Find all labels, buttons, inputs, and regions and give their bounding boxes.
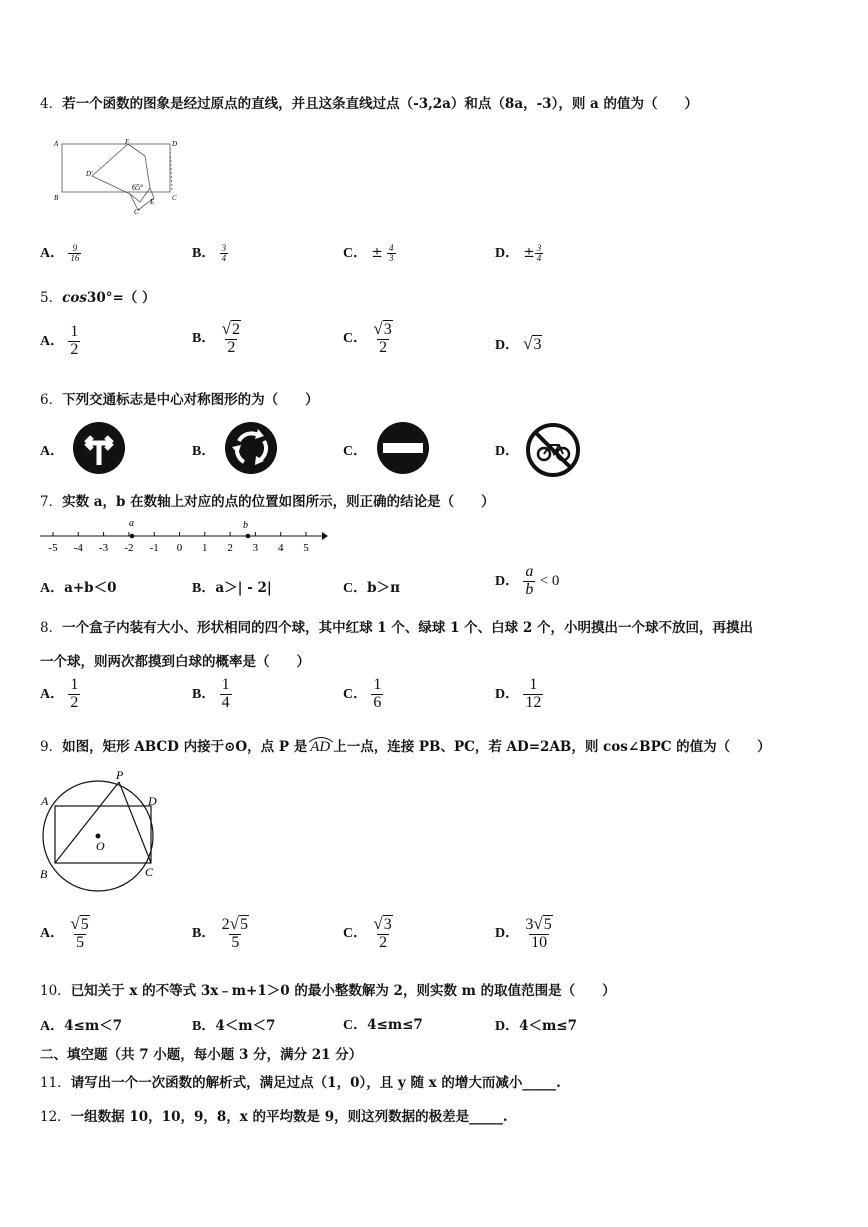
tick-label: -4 xyxy=(73,542,83,554)
question-end: . xyxy=(502,1109,508,1125)
question-text: 上一点，连接 PB、PC，若 AD=2AB，则 cos∠BPC 的值为（ ） xyxy=(333,739,771,755)
q8-option-b[interactable] xyxy=(192,677,232,712)
numerator: 1 xyxy=(529,676,538,693)
question-number: 11． xyxy=(40,1075,71,1091)
option-text: b＞π xyxy=(367,580,400,596)
tick-label: -3 xyxy=(99,542,109,554)
option-letter: A． xyxy=(40,444,65,459)
label-E: E xyxy=(150,198,155,206)
q8-option-c[interactable] xyxy=(343,677,383,712)
option-text: a＞| - 2| xyxy=(215,580,272,596)
q6-option-a[interactable] xyxy=(40,440,64,460)
denominator: b xyxy=(525,580,534,598)
coefficient: 3 xyxy=(525,916,534,933)
denominator: 6 xyxy=(373,693,382,711)
q5-option-c[interactable] xyxy=(343,320,395,357)
turn-left-right-sign-icon xyxy=(72,421,126,475)
label-C-prime: C' xyxy=(134,208,141,216)
label-P: P xyxy=(116,768,124,782)
denominator: 4 xyxy=(536,253,542,263)
label-D-prime: D' xyxy=(86,170,93,178)
question-number: 4． xyxy=(40,96,63,112)
q7-option-d[interactable] xyxy=(495,564,559,599)
q6-option-c[interactable] xyxy=(343,440,367,460)
option-letter: A． xyxy=(40,581,65,596)
tick-label: -5 xyxy=(48,542,58,554)
q4-option-a[interactable] xyxy=(40,242,81,263)
numerator: 3 xyxy=(536,242,542,253)
option-letter: C． xyxy=(343,330,368,346)
option-letter: A． xyxy=(40,925,65,941)
option-letter: C． xyxy=(343,925,368,941)
radicand: 2 xyxy=(231,321,240,338)
option-letter: D． xyxy=(495,338,520,353)
answer-blank[interactable]: _____ xyxy=(522,1075,557,1091)
tick-label: 1 xyxy=(202,542,208,554)
q7-option-a[interactable] xyxy=(40,576,117,597)
option-letter: D． xyxy=(495,246,520,261)
option-letter: C． xyxy=(343,686,368,702)
number-line-figure xyxy=(38,516,328,556)
question-text: 30°=（ ） xyxy=(86,290,156,306)
label-A: A xyxy=(41,794,49,808)
denominator: 2 xyxy=(70,693,79,711)
option-text: 4≤m＜7 xyxy=(64,1018,123,1034)
radical-sign: √ xyxy=(221,319,231,338)
question-7 xyxy=(40,490,495,510)
numerator: 1 xyxy=(70,323,79,340)
tick-label: 0 xyxy=(176,542,183,554)
option-letter: C． xyxy=(343,246,368,261)
plus-minus: ± xyxy=(523,245,535,261)
option-letter: D． xyxy=(495,925,520,941)
q9-option-c[interactable]: C． $\frac{√3}{2}$ xyxy=(343,914,392,951)
option-text: 4＜m≤7 xyxy=(519,1018,578,1034)
q10-option-d[interactable] xyxy=(495,1014,577,1035)
cos-label: cos xyxy=(62,290,87,306)
tick-label: -2 xyxy=(124,542,134,554)
question-8-line1 xyxy=(40,616,753,636)
numerator: 1 xyxy=(221,676,230,693)
numerator: a xyxy=(525,563,534,580)
radicand: 5 xyxy=(239,916,248,933)
option-letter: D． xyxy=(495,686,520,702)
option-letter: A． xyxy=(40,246,65,261)
question-text: 已知关于 x 的不等式 3x﹣m+1＞0 的最小整数解为 2，则实数 m 的取值范围是（ ） xyxy=(70,983,616,999)
q5-option-a[interactable] xyxy=(40,324,80,359)
option-letter: A． xyxy=(40,333,65,349)
q9-option-b[interactable]: B． $\frac{2√5}{5}$ xyxy=(192,914,248,951)
label-A: A xyxy=(54,140,59,148)
question-text: 下列交通标志是中心对称图形的为（ ） xyxy=(62,392,319,408)
question-4 xyxy=(40,92,698,112)
point-a xyxy=(130,534,135,539)
question-number: 6． xyxy=(40,392,63,408)
folded-rectangle-figure xyxy=(50,136,185,216)
roundabout-sign-icon xyxy=(224,421,278,475)
question-text: 若一个函数的图象是经过原点的直线，并且这条直线过点（-3,2a）和点（8a，-3），则 a 的值为（ ） xyxy=(62,96,698,112)
option-letter: C． xyxy=(343,581,368,596)
denominator: 4 xyxy=(221,693,230,711)
label-D: D xyxy=(172,140,178,148)
q4-option-d[interactable] xyxy=(495,242,543,263)
q7-option-c[interactable] xyxy=(343,576,400,597)
tick-label: 4 xyxy=(277,542,284,554)
option-letter: B． xyxy=(192,246,216,261)
label-B: B xyxy=(54,194,59,202)
denominator: 10 xyxy=(531,933,548,951)
no-entry-sign-icon xyxy=(375,421,431,475)
question-5 xyxy=(40,286,155,306)
question-text: 实数 a，b 在数轴上对应的点的位置如图所示，则正确的结论是（ ） xyxy=(62,494,495,510)
question-end: . xyxy=(556,1075,561,1091)
radicand: 5 xyxy=(80,916,89,933)
q10-option-b[interactable] xyxy=(192,1014,275,1035)
denominator: 3 xyxy=(389,253,394,263)
option-text: 4＜m＜7 xyxy=(215,1018,276,1034)
denominator: 5 xyxy=(231,933,240,951)
denominator: 4 xyxy=(221,253,227,263)
q9-option-a[interactable]: A． $\frac{√5}{5}$ xyxy=(40,914,89,951)
question-text: 一个盒子内装有大小、形状相同的四个球，其中红球 1 个、绿球 1 个、白球 2 个，小明摸出一个球不放回，再摸出 xyxy=(62,620,753,636)
coefficient: 2 xyxy=(221,916,230,933)
q7-option-b[interactable] xyxy=(192,576,272,597)
q8-option-d[interactable] xyxy=(495,677,543,712)
radicand: 3 xyxy=(533,336,542,353)
question-8-line2 xyxy=(40,650,310,670)
plus-minus: ± xyxy=(371,245,383,261)
label-C: C xyxy=(172,194,177,202)
numerator: 3 xyxy=(221,242,227,253)
option-letter: C． xyxy=(343,444,368,459)
q4-option-b[interactable] xyxy=(192,242,228,263)
radicand: 3 xyxy=(383,916,392,933)
option-letter: B． xyxy=(192,925,216,941)
denominator: 16 xyxy=(70,253,80,263)
question-number: 7． xyxy=(40,494,63,510)
q4-option-c[interactable] xyxy=(343,242,396,263)
label-B: B xyxy=(40,867,48,881)
denominator: 2 xyxy=(70,340,79,358)
question-text: 如图，矩形 ABCD 内接于⊙O，点 P 是 xyxy=(62,739,308,755)
numerator: 4 xyxy=(389,242,394,253)
label-F: F xyxy=(125,138,130,146)
denominator: 2 xyxy=(379,933,388,951)
option-text: 4≤m≤7 xyxy=(367,1017,423,1033)
question-text: 一组数据 10，10，9，8，x 的平均数是 9，则这列数据的极差是 xyxy=(70,1109,470,1125)
label-O: O xyxy=(96,839,105,853)
denominator: 2 xyxy=(227,338,236,356)
section-heading: 二、填空题（共 7 小题，每小题 3 分，满分 21 分） xyxy=(40,1047,363,1063)
question-text: 一个球，则两次都摸到白球的概率是（ ） xyxy=(40,654,310,670)
point-b-label: b xyxy=(243,520,248,531)
q10-option-a[interactable] xyxy=(40,1014,122,1035)
option-letter: B． xyxy=(192,686,216,702)
arc-AD xyxy=(307,739,333,756)
label-angle: 65° xyxy=(132,183,144,192)
tick-label: 5 xyxy=(303,542,309,554)
question-text: 请写出一个一次函数的解析式，满足过点（1，0），且 y 随 x 的增大而减小 xyxy=(70,1075,523,1091)
radical-sign: √ xyxy=(523,334,533,353)
radicand: 3 xyxy=(383,321,392,338)
point-a-label: a xyxy=(129,518,134,529)
q9-option-d[interactable]: D． $\frac{3√5}{10}$ xyxy=(495,914,552,951)
radical-sign: √ xyxy=(373,319,383,338)
circle-rectangle-figure xyxy=(38,768,166,892)
option-letter: B． xyxy=(192,581,216,596)
numerator: 1 xyxy=(70,676,79,693)
denominator: 5 xyxy=(76,933,85,951)
option-tail: < 0 xyxy=(539,572,560,589)
option-letter: B． xyxy=(192,330,216,346)
option-letter: B． xyxy=(192,444,216,459)
option-letter: B． xyxy=(192,1019,216,1034)
option-text: a+b＜0 xyxy=(64,580,117,596)
answer-blank[interactable]: _____ xyxy=(469,1109,503,1125)
q6-option-d[interactable] xyxy=(495,440,519,460)
numerator: 9 xyxy=(72,242,78,253)
question-number: 8． xyxy=(40,620,63,636)
question-6 xyxy=(40,388,319,408)
arc-label: AD xyxy=(310,739,331,755)
q6-option-b[interactable] xyxy=(192,440,215,460)
question-11 xyxy=(40,1071,561,1091)
question-number: 12． xyxy=(40,1109,71,1125)
no-bicycle-sign-icon xyxy=(526,423,580,477)
denominator: 2 xyxy=(379,338,388,356)
tick-label: 2 xyxy=(227,542,233,554)
option-letter: C． xyxy=(343,1018,368,1033)
label-C: C xyxy=(145,865,154,879)
denominator: 12 xyxy=(525,693,542,711)
option-letter: A． xyxy=(40,686,65,702)
option-letter: D． xyxy=(495,444,520,459)
question-10 xyxy=(40,979,616,999)
option-letter: D． xyxy=(495,1019,520,1034)
q10-option-c[interactable] xyxy=(343,1014,423,1034)
q5-option-b[interactable] xyxy=(192,320,243,357)
label-D: D xyxy=(148,794,157,808)
option-letter: A． xyxy=(40,1019,65,1034)
point-b xyxy=(246,534,251,539)
question-number: 9． xyxy=(40,739,63,755)
radicand: 5 xyxy=(543,916,552,933)
option-letter: D． xyxy=(495,573,520,589)
tick-label: 3 xyxy=(252,542,259,554)
q5-option-d[interactable] xyxy=(495,334,542,354)
question-number: 10． xyxy=(40,983,71,999)
numerator: 1 xyxy=(373,676,382,693)
question-9 xyxy=(40,735,771,756)
question-12 xyxy=(40,1105,508,1125)
question-number: 5． xyxy=(40,290,63,306)
q8-option-a[interactable] xyxy=(40,677,80,712)
tick-label: -1 xyxy=(149,542,159,554)
